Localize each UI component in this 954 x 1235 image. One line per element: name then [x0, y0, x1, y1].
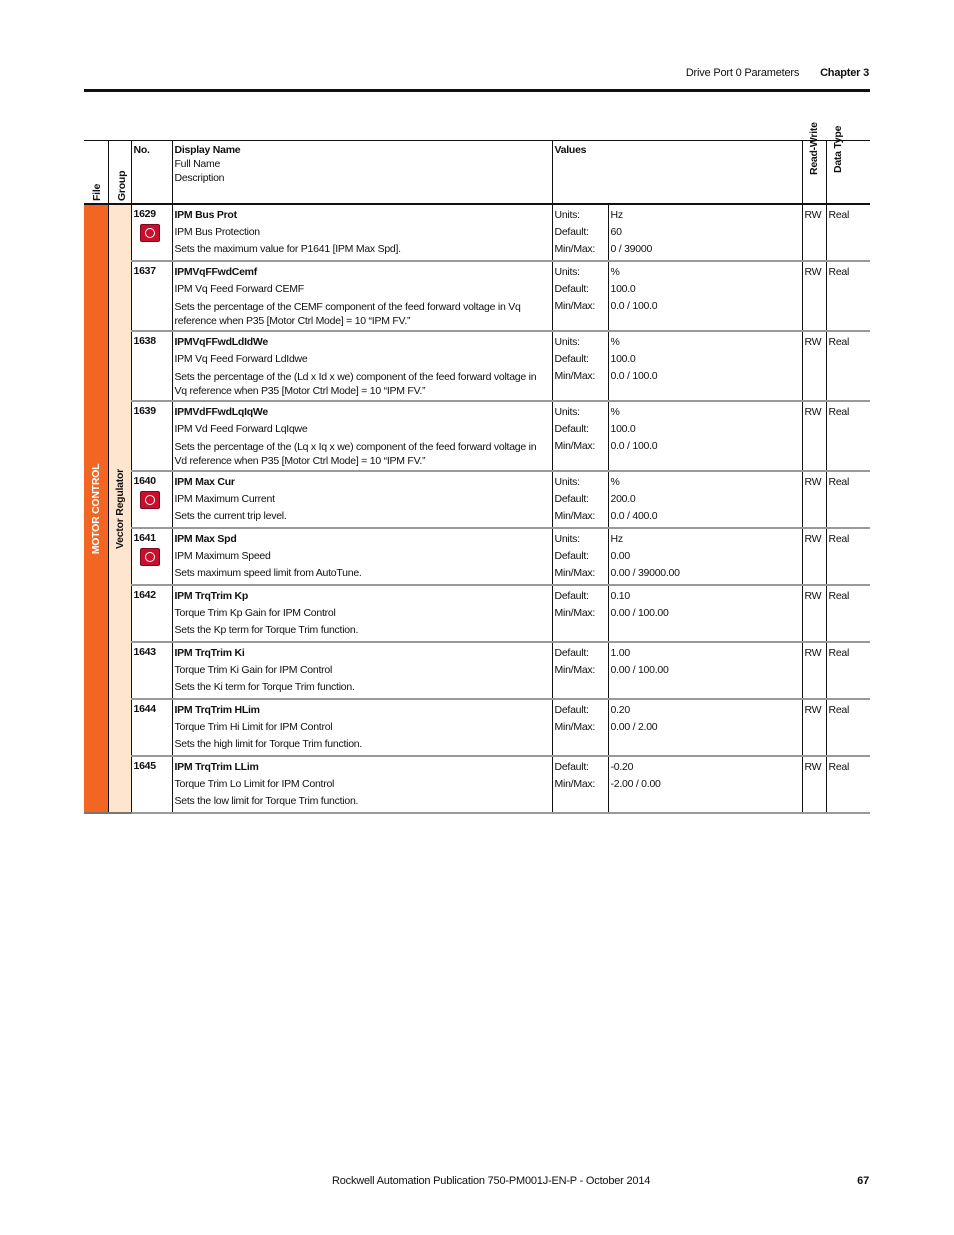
data-type-cell [826, 585, 870, 642]
data-type: Real [828, 476, 850, 488]
col-rw-label: Read-Write [807, 122, 820, 175]
read-write: RW [804, 336, 822, 348]
value-label: Default: [554, 550, 589, 562]
table-row [84, 471, 870, 528]
read-write: RW [804, 266, 822, 278]
description: Sets the current trip level. [174, 510, 287, 522]
value-labels-cell [552, 642, 608, 699]
read-write: RW [804, 761, 822, 773]
table-row [84, 699, 870, 756]
param-number: 1644 [133, 703, 156, 715]
value-text: 0.10 [610, 590, 630, 602]
data-type-cell [826, 331, 870, 401]
description-heading: Description [174, 172, 225, 184]
value-text: % [610, 336, 620, 348]
read-write-cell [802, 642, 826, 699]
description: Sets maximum speed limit from AutoTune. [174, 567, 362, 579]
read-write-cell [802, 331, 826, 401]
param-number-cell [131, 528, 172, 585]
col-values-header: Values [552, 141, 802, 205]
table-row [84, 756, 870, 813]
data-type: Real [828, 406, 850, 418]
col-name-header [172, 141, 552, 205]
param-number-cell [131, 261, 172, 331]
param-number-cell [131, 204, 172, 261]
param-name-cell [172, 471, 552, 528]
value-label: Min/Max: [554, 664, 596, 676]
value-label: Default: [554, 423, 589, 435]
full-name: IPM Bus Protection [174, 226, 260, 238]
value-text: -0.20 [610, 761, 634, 773]
value-label: Units: [554, 533, 580, 545]
publication-info: Rockwell Automation Publication 750-PM001J-EN-P - October 2014 [332, 1175, 651, 1187]
values-cell [608, 204, 802, 261]
value-label: Units: [554, 336, 580, 348]
display-name: IPM TrqTrim Kp [174, 590, 249, 602]
value-text: 0.0 / 400.0 [610, 510, 658, 522]
value-label: Default: [554, 283, 589, 295]
full-name: IPM Vd Feed Forward LqIqwe [174, 423, 308, 435]
col-group-header [108, 141, 131, 205]
running-header [686, 67, 869, 79]
value-label: Default: [554, 647, 589, 659]
table-row [84, 642, 870, 699]
value-text: 0.00 / 100.00 [610, 664, 669, 676]
read-write-cell [802, 699, 826, 756]
read-write-cell [802, 261, 826, 331]
header-rule [84, 89, 870, 92]
value-label: Default: [554, 761, 589, 773]
value-label: Default: [554, 590, 589, 602]
table-row [84, 528, 870, 585]
description: Sets the low limit for Torque Trim function. [174, 795, 359, 807]
description: Sets the high limit for Torque Trim function. [174, 738, 363, 750]
value-label: Min/Max: [554, 607, 596, 619]
values-cell [608, 528, 802, 585]
param-number-cell [131, 331, 172, 401]
description: Sets the percentage of the (Lq x Iq x we) component of the feed forward voltage in Vd reference when P35 [Motor Ctrl Mode] = 10 “IPM FV.” [174, 441, 537, 467]
page-number: 67 [857, 1175, 869, 1187]
display-name: IPM TrqTrim HLim [174, 704, 260, 716]
read-write-cell [802, 585, 826, 642]
param-number-cell [131, 642, 172, 699]
data-type-cell [826, 261, 870, 331]
parameter-table [84, 122, 870, 814]
value-text: -2.00 / 0.00 [610, 778, 661, 790]
table-row [84, 204, 870, 261]
col-file-label: File [91, 183, 103, 201]
full-name: Torque Trim Kp Gain for IPM Control [174, 607, 336, 619]
value-text: 0 / 39000 [610, 243, 653, 255]
full-name: Torque Trim Hi Limit for IPM Control [174, 721, 333, 733]
values-cell [608, 471, 802, 528]
description: Sets the percentage of the CEMF component of the feed forward voltage in Vq reference when P35 [Motor Ctrl Mode] = 10 “IPM FV.” [174, 301, 521, 327]
table-row [84, 331, 870, 401]
value-text: % [610, 406, 620, 418]
value-label: Min/Max: [554, 721, 596, 733]
description: Sets the percentage of the (Ld x Id x we) component of the feed forward voltage in Vq reference when P35 [Motor Ctrl Mode] = 10 “IPM FV.” [174, 371, 537, 397]
table-row [84, 585, 870, 642]
param-number-cell [131, 401, 172, 471]
data-type-cell [826, 699, 870, 756]
values-cell [608, 331, 802, 401]
group-band [108, 204, 131, 813]
file-band [84, 204, 108, 813]
value-text: 0.00 / 2.00 [610, 721, 658, 733]
display-name-heading: Display Name [174, 144, 241, 156]
table-header-row [84, 141, 870, 205]
value-label: Units: [554, 406, 580, 418]
value-text: 0.0 / 100.0 [610, 440, 658, 452]
value-label: Min/Max: [554, 778, 596, 790]
param-number-cell [131, 585, 172, 642]
display-name: IPM Max Cur [174, 476, 235, 488]
read-write-cell [802, 471, 826, 528]
value-labels-cell [552, 528, 608, 585]
param-number: 1638 [133, 335, 156, 347]
value-label: Default: [554, 353, 589, 365]
param-name-cell [172, 261, 552, 331]
display-name: IPMVqFFwdCemf [174, 266, 257, 278]
display-name: IPM TrqTrim LLim [174, 761, 259, 773]
full-name: IPM Maximum Current [174, 493, 275, 505]
value-label: Min/Max: [554, 243, 596, 255]
value-text: 100.0 [610, 283, 636, 295]
param-number: 1640 [133, 475, 156, 487]
value-text: 0.0 / 100.0 [610, 370, 658, 382]
display-name: IPM TrqTrim Ki [174, 647, 245, 659]
col-type-header [826, 125, 870, 205]
param-name-cell [172, 642, 552, 699]
data-type: Real [828, 209, 850, 221]
param-number-cell [131, 699, 172, 756]
data-type: Real [828, 266, 850, 278]
param-number: 1641 [133, 532, 156, 544]
value-labels-cell [552, 261, 608, 331]
full-name: IPM Maximum Speed [174, 550, 271, 562]
values-cell [608, 401, 802, 471]
value-text: Hz [610, 533, 623, 545]
value-text: % [610, 266, 620, 278]
section-title: Drive Port 0 Parameters [685, 67, 800, 79]
stop-icon [140, 548, 160, 566]
values-cell [608, 261, 802, 331]
values-cell [608, 642, 802, 699]
file-label: MOTOR CONTROL [89, 463, 102, 554]
value-labels-cell [552, 699, 608, 756]
read-write-cell [802, 756, 826, 813]
value-label: Min/Max: [554, 300, 596, 312]
param-name-cell [172, 204, 552, 261]
description: Sets the maximum value for P1641 [IPM Max Spd]. [174, 243, 401, 255]
col-no-header: No. [131, 141, 172, 205]
param-name-cell [172, 401, 552, 471]
values-cell [608, 585, 802, 642]
param-name-cell [172, 756, 552, 813]
value-label: Min/Max: [554, 567, 596, 579]
col-group-label: Group [115, 170, 128, 201]
chapter-label: Chapter 3 [820, 67, 869, 79]
value-labels-cell [552, 471, 608, 528]
param-number-cell [131, 756, 172, 813]
full-name-heading: Full Name [174, 158, 221, 170]
stop-icon [140, 224, 160, 242]
display-name: IPMVqFFwdLdIdWe [174, 336, 268, 348]
param-number: 1643 [133, 646, 156, 658]
param-name-cell [172, 331, 552, 401]
data-type-cell [826, 756, 870, 813]
data-type: Real [828, 704, 850, 716]
value-text: 200.0 [610, 493, 636, 505]
read-write: RW [804, 590, 822, 602]
value-label: Units: [554, 209, 580, 221]
value-text: 60 [610, 226, 622, 238]
values-cell [608, 756, 802, 813]
value-text: % [610, 476, 620, 488]
data-type: Real [828, 533, 850, 545]
value-label: Default: [554, 704, 589, 716]
read-write: RW [804, 476, 822, 488]
read-write-cell [802, 401, 826, 471]
param-number: 1642 [133, 589, 156, 601]
value-text: 100.0 [610, 353, 636, 365]
data-type-cell [826, 204, 870, 261]
param-name-cell [172, 585, 552, 642]
display-name: IPMVdFFwdLqIqWe [174, 406, 268, 418]
col-rw-header [802, 122, 826, 205]
full-name: IPM Vq Feed Forward LdIdwe [174, 353, 308, 365]
read-write: RW [804, 704, 822, 716]
read-write: RW [804, 533, 822, 545]
col-type-label: Data Type [831, 125, 844, 173]
value-text: 0.00 / 100.00 [610, 607, 669, 619]
data-type-cell [826, 401, 870, 471]
value-labels-cell [552, 585, 608, 642]
read-write: RW [804, 209, 822, 221]
value-label: Min/Max: [554, 440, 596, 452]
group-label: Vector Regulator [113, 468, 126, 549]
value-labels-cell [552, 204, 608, 261]
param-number: 1645 [133, 760, 156, 772]
data-type: Real [828, 590, 850, 602]
description: Sets the Ki term for Torque Trim function. [174, 681, 355, 693]
value-label: Default: [554, 226, 589, 238]
table-row [84, 261, 870, 331]
data-type: Real [828, 336, 850, 348]
value-text: 0.0 / 100.0 [610, 300, 658, 312]
read-write: RW [804, 406, 822, 418]
data-type-cell [826, 642, 870, 699]
read-write-cell [802, 528, 826, 585]
value-text: 0.20 [610, 704, 630, 716]
display-name: IPM Max Spd [174, 533, 237, 545]
table-row [84, 401, 870, 471]
value-text: 0.00 / 39000.00 [610, 567, 680, 579]
read-write: RW [804, 647, 822, 659]
data-type: Real [828, 647, 850, 659]
full-name: IPM Vq Feed Forward CEMF [174, 283, 304, 295]
full-name: Torque Trim Lo Limit for IPM Control [174, 778, 335, 790]
param-number: 1639 [133, 405, 156, 417]
stop-icon [140, 491, 160, 509]
value-label: Default: [554, 493, 589, 505]
values-cell [608, 699, 802, 756]
value-labels-cell [552, 401, 608, 471]
param-number: 1629 [133, 208, 156, 220]
data-type-cell [826, 528, 870, 585]
value-label: Min/Max: [554, 370, 596, 382]
value-labels-cell [552, 331, 608, 401]
param-number-cell [131, 471, 172, 528]
param-name-cell [172, 528, 552, 585]
param-name-cell [172, 699, 552, 756]
value-text: 100.0 [610, 423, 636, 435]
display-name: IPM Bus Prot [174, 209, 237, 221]
value-text: Hz [610, 209, 623, 221]
data-type: Real [828, 761, 850, 773]
value-text: 0.00 [610, 550, 630, 562]
param-number: 1637 [133, 265, 156, 277]
value-text: 1.00 [610, 647, 630, 659]
value-label: Units: [554, 476, 580, 488]
full-name: Torque Trim Ki Gain for IPM Control [174, 664, 333, 676]
value-labels-cell [552, 756, 608, 813]
data-type-cell [826, 471, 870, 528]
value-label: Units: [554, 266, 580, 278]
description: Sets the Kp term for Torque Trim function. [174, 624, 359, 636]
col-file-header [84, 141, 108, 205]
read-write-cell [802, 204, 826, 261]
value-label: Min/Max: [554, 510, 596, 522]
